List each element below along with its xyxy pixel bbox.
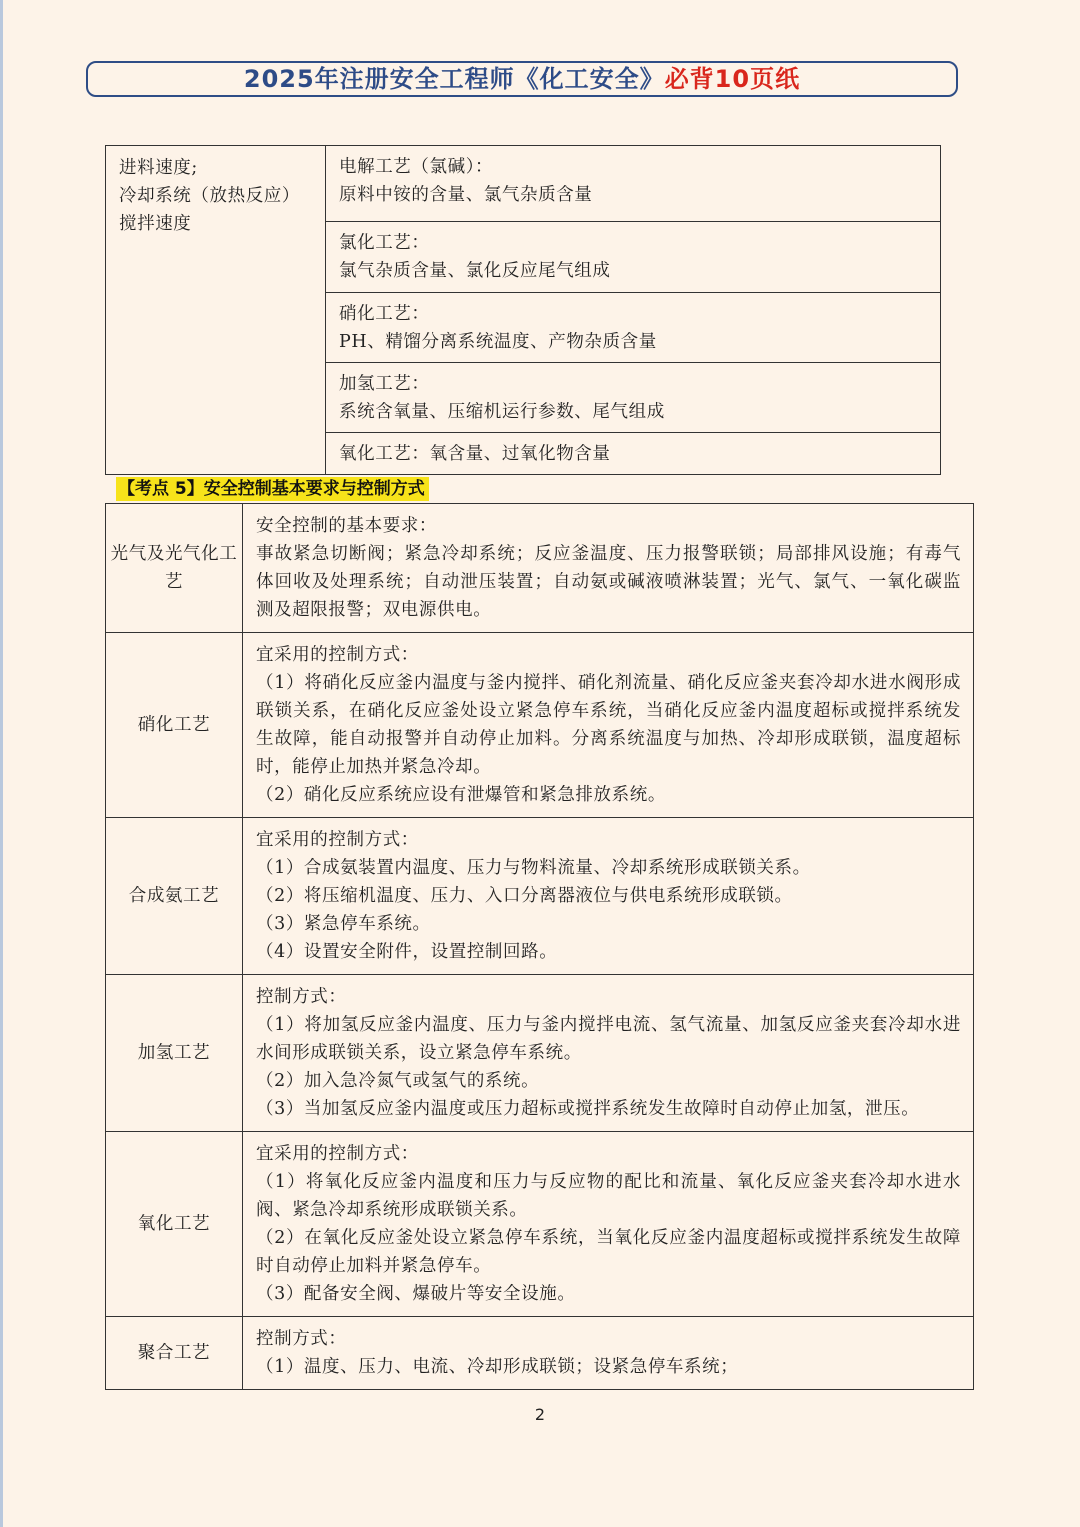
control-line: 宜采用的控制方式： (256, 1144, 419, 1164)
section-heading: 【考点 5】安全控制基本要求与控制方式 (116, 477, 429, 501)
control-line: 宜采用的控制方式： (256, 645, 419, 665)
control-line: （3）当加氢反应釜内温度或压力超标或搅拌系统发生故障时自动停止加氢，泄压。 (256, 1099, 920, 1119)
process-control-cell (243, 1132, 974, 1317)
control-line: 控制方式： (256, 1329, 347, 1349)
page-title-banner (86, 61, 958, 97)
process-name: 合成氨工艺 (128, 886, 220, 906)
process-name: 光气及光气化工艺 (110, 544, 238, 592)
page-left-edge (0, 0, 3, 1527)
control-line: （2）加入急冷氮气或氢气的系统。 (256, 1071, 540, 1091)
control-line: （3）紧急停车系统。 (256, 914, 431, 934)
control-line: 控制方式： (256, 987, 347, 1007)
control-line: （2）将压缩机温度、压力、入口分离器液位与供电系统形成联锁。 (256, 886, 793, 906)
process-control-cell (243, 1317, 974, 1390)
process-name-cell (106, 633, 243, 818)
process-name: 硝化工艺 (137, 715, 211, 735)
page-title: 2025年注册安全工程师《化工安全》 (243, 65, 665, 93)
monitoring-process-params: 氯气杂质含量、氯化反应尾气组成 (339, 261, 611, 281)
monitoring-process-title: 氧化工艺：氧含量、过氧化物含量 (339, 444, 611, 464)
control-line: （1）合成氨装置内温度、压力与物料流量、冷却系统形成联锁关系。 (256, 858, 811, 878)
control-line: （1）温度、压力、电流、冷却形成联锁；设紧急停车系统； (256, 1357, 739, 1377)
monitoring-process-title: 电解工艺（氯碱）： (339, 157, 494, 177)
control-line: （1）将氧化反应釜内温度和压力与反应物的配比和流量、氧化反应釜夹套冷却水进水阀、紧急冷却系统形成联锁关系。 (256, 1172, 961, 1220)
page-number: 2 (534, 1405, 546, 1424)
monitoring-process-params: PH、精馏分离系统温度、产物杂质含量 (339, 332, 657, 352)
page-title-accent: 必背10页纸 (664, 65, 801, 93)
safety-control-table (105, 503, 974, 1390)
monitoring-process-cell (326, 146, 941, 222)
monitoring-process-cell (326, 433, 941, 475)
control-line: （2）硝化反应系统应设有泄爆管和紧急排放系统。 (256, 785, 666, 805)
monitoring-common-line: 进料速度; (119, 158, 198, 178)
process-name: 聚合工艺 (137, 1343, 211, 1363)
control-line: 安全控制的基本要求： (256, 516, 437, 536)
monitoring-process-cell (326, 222, 941, 293)
monitoring-process-params: 系统含氧量、压缩机运行参数、尾气组成 (339, 402, 665, 422)
process-name: 氧化工艺 (137, 1214, 211, 1234)
process-name-cell (106, 818, 243, 975)
monitoring-process-title: 氯化工艺： (339, 233, 430, 253)
process-control-cell (243, 504, 974, 633)
monitoring-table (105, 145, 941, 475)
control-line: 宜采用的控制方式： (256, 830, 419, 850)
process-name: 加氢工艺 (137, 1043, 211, 1063)
process-name-cell (106, 504, 243, 633)
monitoring-process-cell (326, 363, 941, 433)
control-line: （2）在氧化反应釜处设立紧急停车系统，当氧化反应釜内温度超标或搅拌系统发生故障时自动停止加料并紧急停车。 (256, 1228, 961, 1276)
monitoring-process-cell (326, 293, 941, 363)
monitoring-process-params: 原料中铵的含量、氯气杂质含量 (339, 185, 593, 205)
control-line: （3）配备安全阀、爆破片等安全设施。 (256, 1284, 576, 1304)
process-control-cell (243, 975, 974, 1132)
monitoring-common-line: 搅拌速度 (119, 214, 192, 234)
monitoring-process-title: 加氢工艺： (339, 374, 430, 394)
monitoring-common-line: 冷却系统（放热反应） (119, 186, 300, 206)
control-line: （4）设置安全附件，设置控制回路。 (256, 942, 558, 962)
process-name-cell (106, 1317, 243, 1390)
process-name-cell (106, 975, 243, 1132)
process-name-cell (106, 1132, 243, 1317)
process-control-cell (243, 818, 974, 975)
monitoring-process-title: 硝化工艺： (339, 304, 430, 324)
control-line: （1）将硝化反应釜内温度与釜内搅拌、硝化剂流量、硝化反应釜夹套冷却水进水阀形成联锁关系，在硝化反应釜处设立紧急停车系统，当硝化反应釜内温度超标或搅拌系统发生故障，能自动报警并自动停止加料。分离系统温度与加热、冷却形成联锁，温度超标时，能停止加热并紧急冷却。 (256, 673, 961, 777)
control-line: （1）将加氢反应釜内温度、压力与釜内搅拌电流、氢气流量、加氢反应釜夹套冷却水进水间形成联锁关系，设立紧急停车系统。 (256, 1015, 961, 1063)
control-line: 事故紧急切断阀；紧急冷却系统；反应釜温度、压力报警联锁；局部排风设施；有毒气体回收及处理系统；自动泄压装置；自动氨或碱液喷淋装置；光气、氯气、一氧化碳监测及超限报警；双电源供电。 (256, 544, 961, 620)
process-control-cell (243, 633, 974, 818)
monitoring-common-cell (106, 146, 326, 475)
